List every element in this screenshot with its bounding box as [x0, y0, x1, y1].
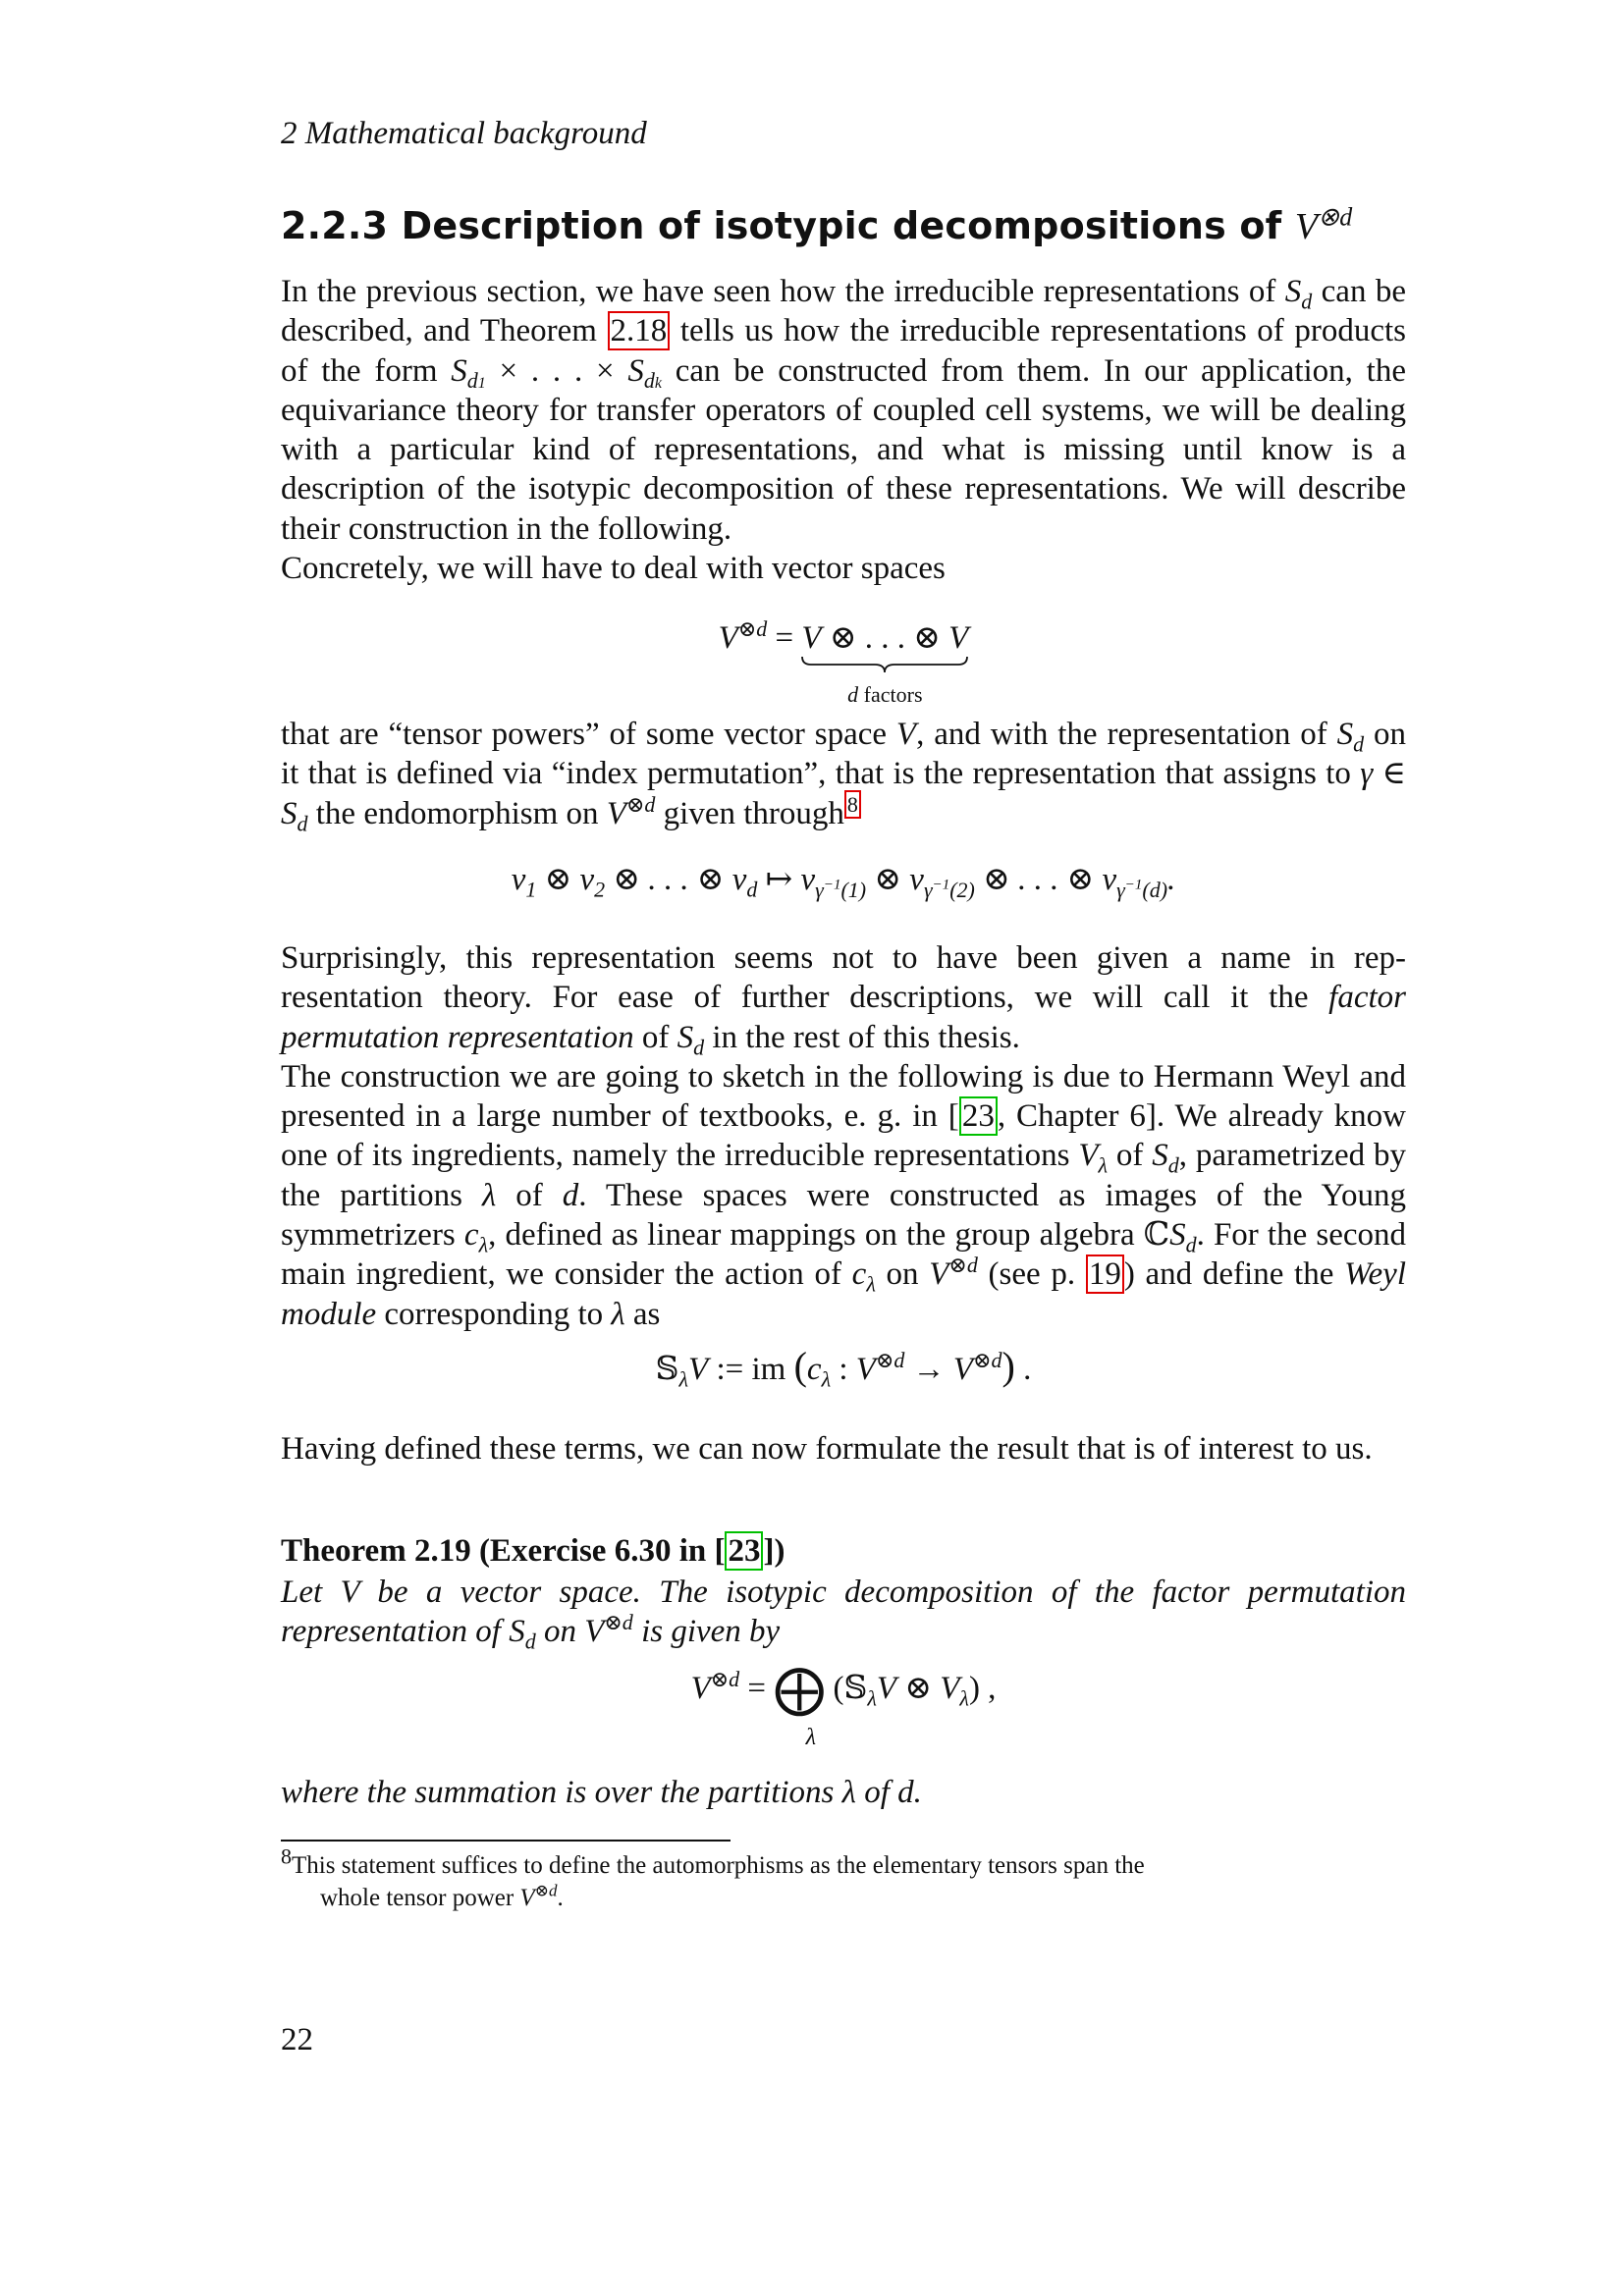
intro-paragraph: In the previous section, we have seen how the irreducible representations of $S_d$ can be described, and Theorem 2.18 tells us how the irreducible representations of products of the form $S_{d1}$ × . . . × $S_{dk}$ can be constructed from them. In our application, the equivariance theory for transfer operators of coupled cell systems, we will be dealing with a particular kind of representations, and what is missing until know is a description of the isotypic decomposition of these representations. We will describe their construction in the following. Concretely, we will have to deal with vector spaces — [281, 274, 1406, 587]
citation-link[interactable]: 23 — [959, 1096, 998, 1136]
theorem-ref-link[interactable]: 2.18 — [608, 311, 671, 350]
footnote-mark-link[interactable]: 8 — [844, 790, 861, 819]
section-number: 2.2.3 — [281, 204, 389, 247]
page-number: 22 — [281, 2022, 313, 2057]
underbrace-group: V ⊗ . . . ⊗ V d factors — [801, 618, 968, 658]
tensor-power-equation: $V^{\otimes d} = V$ ⊗ . . . ⊗ V d factors — [281, 618, 1406, 658]
footnote-number: 8 — [281, 1843, 292, 1869]
permutation-equation: $v_1$ ⊗ $v_2$ ⊗ . . . ⊗ $v_d$ ↦ $v_{\gamma^{-1}(1)}$ ⊗ $v_{\gamma^{-1}(2)}$ ⊗ . . . ⊗ $v_{\gamma^{-1}(d)}$. — [511, 862, 1176, 902]
section-title — [281, 204, 1352, 248]
footnote — [281, 1843, 1406, 1914]
section-title-math: $V^{\otimes d}$ — [1294, 202, 1353, 247]
footnote-text-line2: whole tensor power $V^{\otimes d}$. — [320, 1881, 564, 1911]
direct-sum-icon: ⨁ — [774, 1662, 826, 1718]
theorem-summation-note: where the summation is over the partitions λ of d. — [281, 1775, 922, 1810]
section-title-text: Description of isotypic decompositions of — [401, 204, 1282, 247]
underbrace-icon — [801, 656, 968, 673]
tensor-power-paragraph: that are “tensor powers” of some vector space V, and with the representation of $S_d$ on it that is defined via “index permutation”, that is the representation that assigns to γ ∈ $S_d$ the endomorphism on $V^{\otimes d}$ given through $^8$ — [281, 717, 1406, 836]
theorem-citation-link[interactable]: 23 — [725, 1531, 763, 1571]
theorem-statement: Let V be a vector space. The isotypic decomposition of the factor permutation representation of $S_d$ on $V^{\otimes d}$ is given by — [281, 1575, 1406, 1654]
factor-permutation-paragraph: Surprisingly, this representation seems not to have been given a name in representation theory. For ease of further descriptions, we will call it the factor permutation representation of $S_d$ in the rest of this thesis. The construction we are going to sketch in the following is due to Hermann Weyl and presented in a large number of textbooks, e. g. in [23, Chapter 6]. We already know one of its ingredients, namely the irreducible representations $V_\lambda$ of $S_d$, parametrized by the partitions λ of d. These spaces were constructed as images of the Young symmetrizers $c_\lambda$, defined as linear mappings on the group algebra ℂS$_d$. For the second main ingredient, we consider the action of $c_\lambda$ on $V^{\otimes d}$ (see p. 19) and define the Weyl module corresponding to λ as — [281, 940, 1407, 1332]
direct-sum-index: λ — [805, 1725, 816, 1750]
page-ref-link[interactable]: 19 — [1086, 1255, 1124, 1294]
footnote-text-line1: This statement suffices to define the automorphisms as the elementary tensors span the — [292, 1852, 1145, 1879]
underbrace-label: d factors — [847, 682, 923, 707]
result-paragraph: Having defined these terms, we can now formulate the result that is of interest to us. — [281, 1431, 1373, 1467]
decomposition-equation: $V^{\otimes d}$ = ⨁ (𝕊$_\lambda$V ⊗ $V_\lambda$) , λ — [281, 1669, 1406, 1710]
footnote-rule — [281, 1840, 731, 1842]
running-head: 2 Mathematical background — [281, 116, 647, 151]
theorem-heading: Theorem 2.19 (Exercise 6.30 in [23]) — [281, 1533, 785, 1569]
weyl-module-equation: 𝕊$_\lambda$V := im ($c_\lambda$ : $V^{\otimes d} \to V^{\otimes d}$) . — [655, 1344, 1032, 1392]
